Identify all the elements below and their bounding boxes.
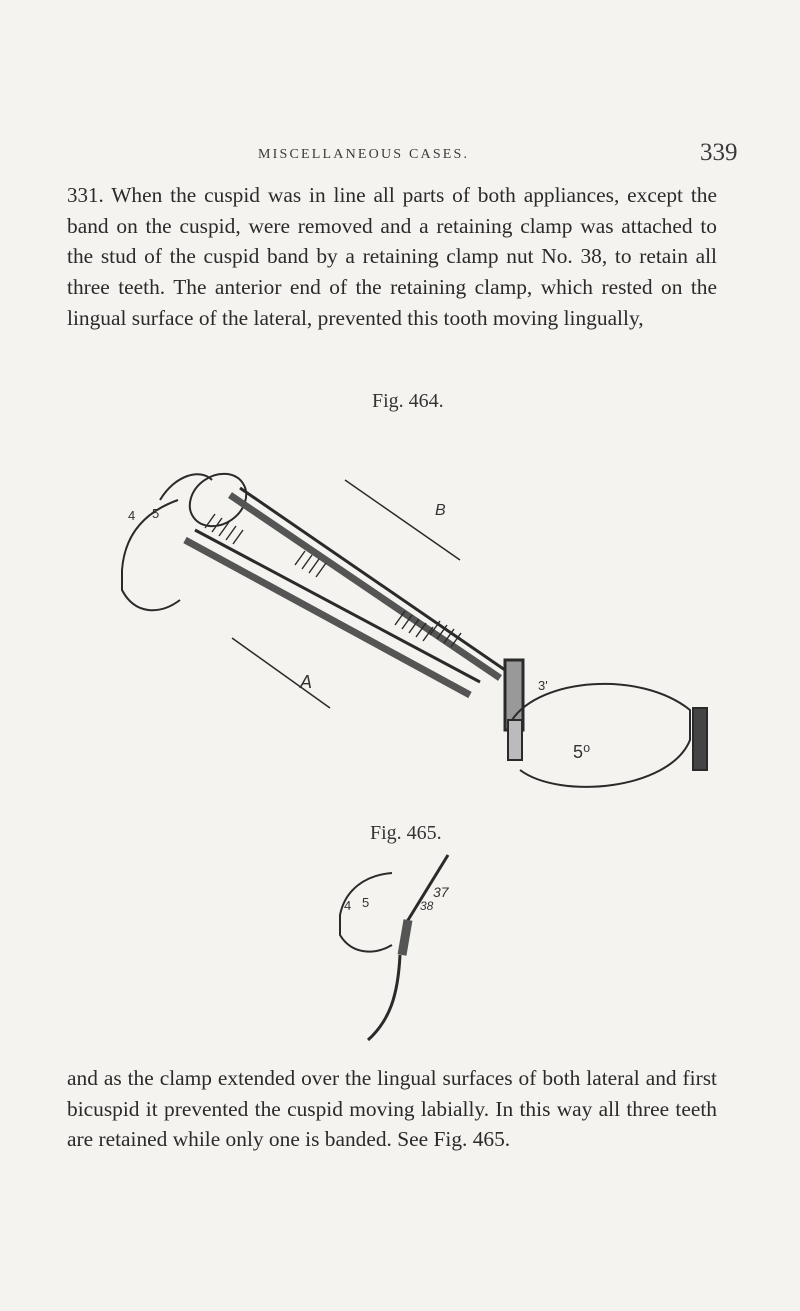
label-5: 5 (152, 506, 160, 521)
running-title: MISCELLANEOUS CASES. (258, 147, 470, 162)
label-5: 5 (362, 895, 370, 910)
label-4: 4 (344, 898, 352, 913)
label-3-prime: 3' (538, 678, 548, 693)
label-50: 5⁰ (573, 742, 591, 762)
paragraph-331-text: When the cuspid was in line all parts of both appliances, except the band on the cuspid, were removed and a retaining clamp was attached to the stud of the cuspid band by a retaining clamp nut No. 38, to retain all three teeth. The anterior end of the retaining clamp, which rested on the lingual surface of the lateral, prevented this tooth moving lingually, (67, 183, 717, 330)
label-4: 4 (128, 508, 136, 523)
figure-465-caption: Fig. 465. (370, 822, 442, 844)
paragraph-331 (67, 180, 717, 334)
page-number: 339 (700, 139, 738, 166)
label-38: 38 (420, 899, 434, 913)
label-b: B (435, 502, 446, 519)
label-a: A (300, 672, 313, 692)
page-header (0, 139, 800, 175)
figure-464-caption: Fig. 464. (372, 390, 444, 412)
figure-464-illustration (0, 420, 800, 800)
paragraph-number: 331. (67, 183, 104, 207)
figure-465-illustration (0, 845, 800, 1055)
label-37: 37 (433, 884, 449, 900)
paragraph-continuation: and as the clamp extended over the lingual surfaces of both lateral and first bicuspid it prevented the cuspid moving labially. In this way all three teeth are retained while only one is banded. See Fig. 465. (67, 1066, 717, 1152)
